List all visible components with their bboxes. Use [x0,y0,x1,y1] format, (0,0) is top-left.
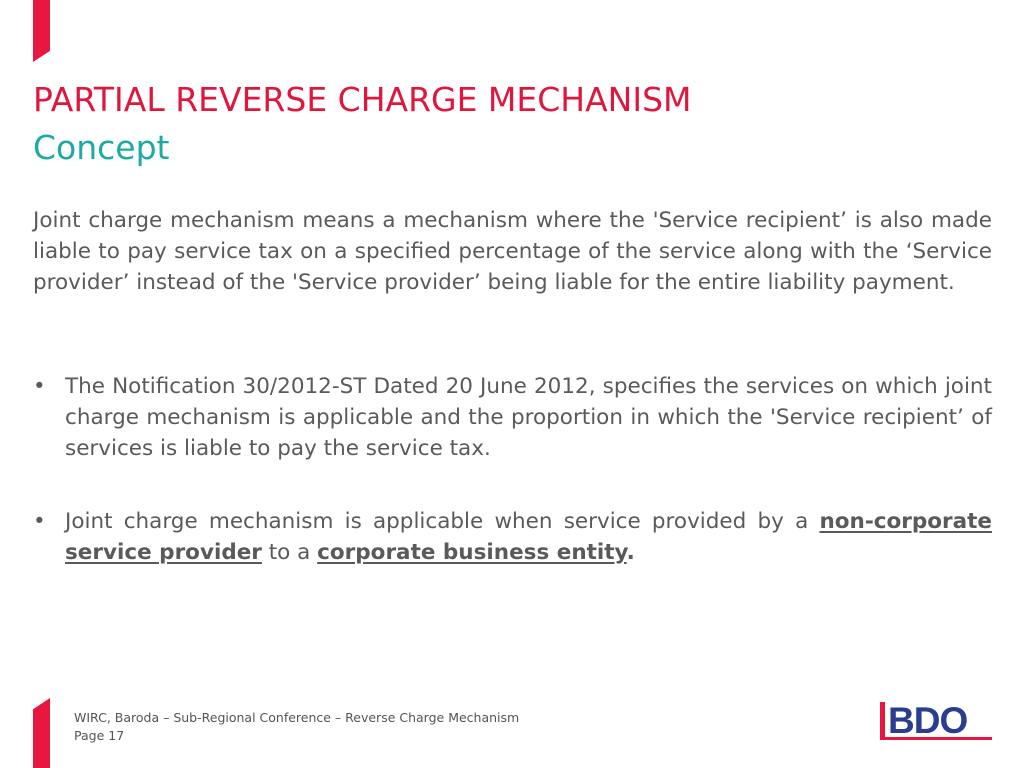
slide-title: PARTIAL REVERSE CHARGE MECHANISM [33,80,692,119]
bdo-logo [880,700,992,742]
corporate-entity-link[interactable]: corporate business entity [317,540,627,565]
top-accent-bar [33,0,50,62]
logo-accent-bar [880,702,885,740]
bullet-item-notification [33,371,992,464]
bullet-text-middle: to a [261,540,318,565]
bottom-accent-bar [33,698,50,768]
non-corporate-provider-link[interactable]: non-corporate service provider [65,509,992,565]
footer-event-text: WIRC, Baroda – Sub-Regional Conference – Reverse Charge Mechanism [74,710,520,725]
logo-text: BDO [888,700,968,741]
slide-subtitle: Concept [33,128,170,167]
bullet-text: The Notification 30/2012-ST Dated 20 June 2012, specifies the services on which joint charge mechanism is applicable and the proportion in which the 'Service recipient’ of services is liable to pay the service tax. [65,374,992,461]
bullet-text [65,506,992,568]
intro-paragraph: Joint charge mechanism means a mechanism where the 'Service recipient’ is also made liable to pay service tax on a specified percentage of the service along with the ‘Service provider’ instead of the 'Service provider’ being liable for the entire liability payment. [33,208,992,295]
bullet-marker: • [33,374,46,399]
bullet-item-applicability [33,506,992,568]
bullet-text-before: Joint charge mechanism is applicable when service provided by a [65,509,820,534]
bullet-text-after: . [626,540,635,565]
footer-page-number: Page 17 [74,728,125,743]
bullet-marker: • [33,509,46,534]
